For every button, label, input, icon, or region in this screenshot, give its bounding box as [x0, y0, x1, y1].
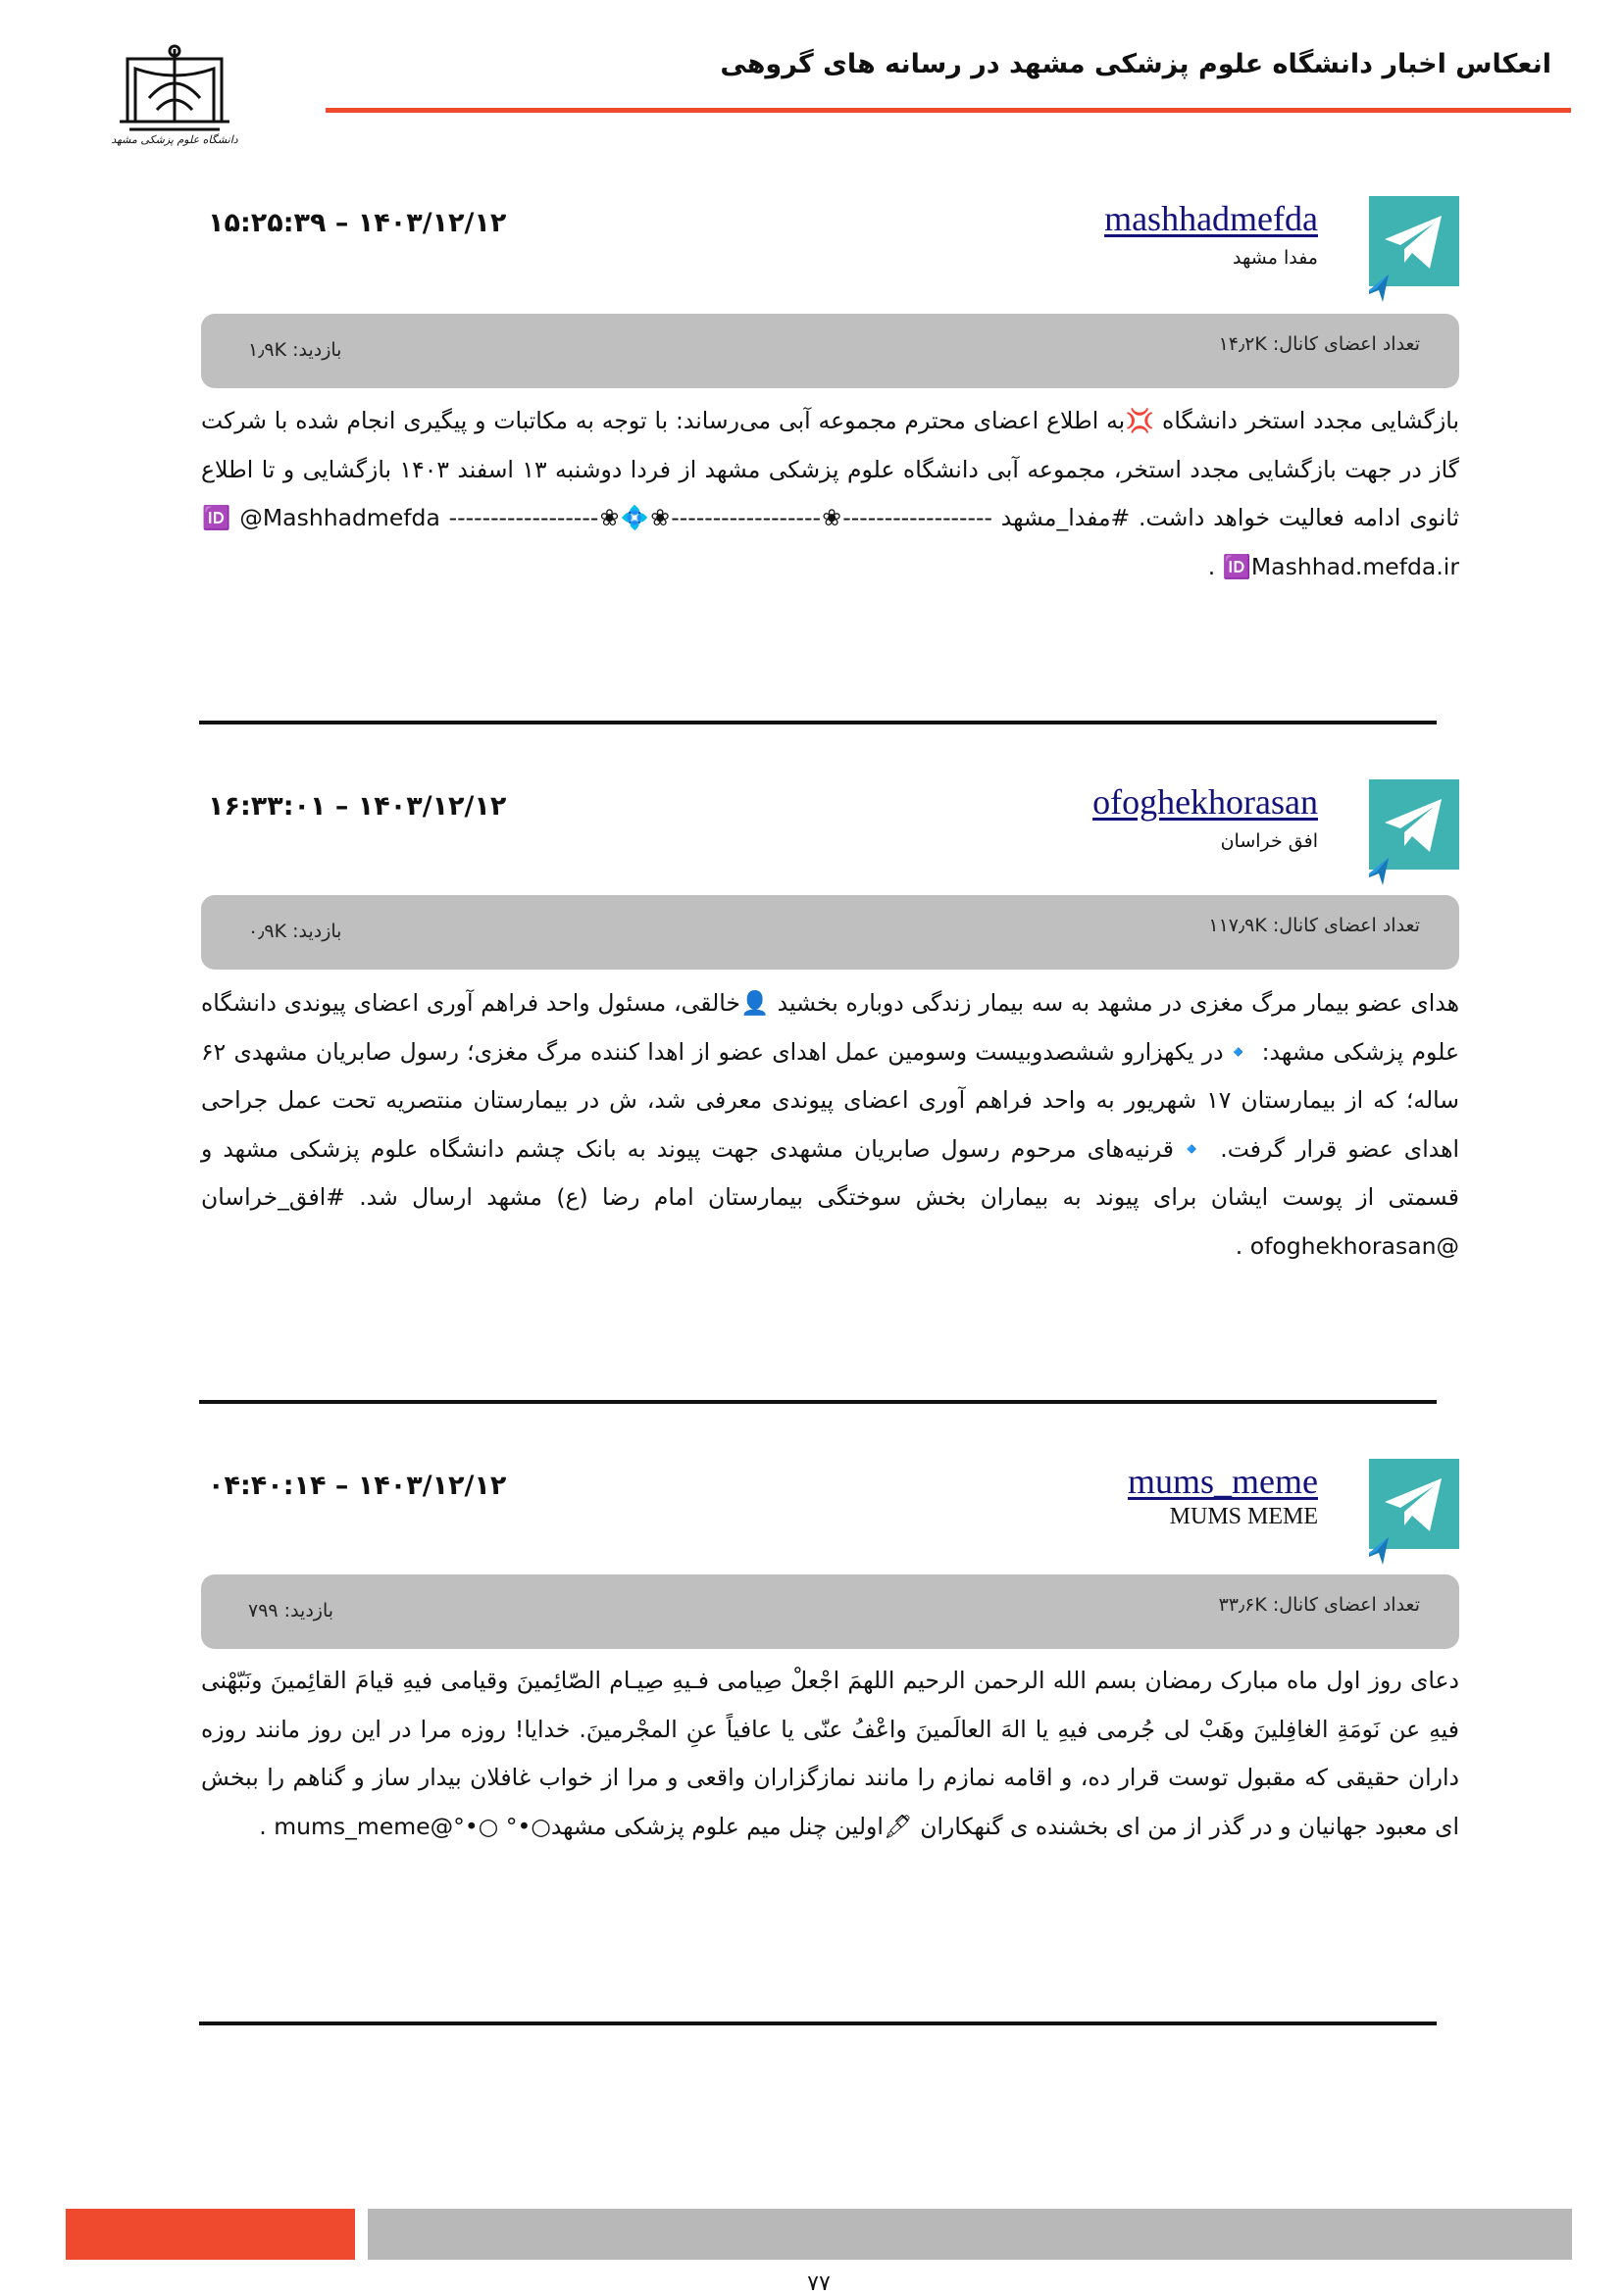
- channel-name: افق خراسان: [1220, 830, 1318, 852]
- members-label: تعداد اعضای کانال:: [1272, 333, 1420, 355]
- channel-username[interactable]: mums_meme: [1128, 1462, 1318, 1501]
- views-value: ۰٫۹K: [248, 921, 287, 942]
- views-count: [248, 1600, 333, 1622]
- channel-username[interactable]: ofoghekhorasan: [1092, 782, 1318, 822]
- stats-bar: [201, 1574, 1459, 1649]
- channel-name: MUMS MEME: [1169, 1504, 1318, 1529]
- footer-bar: [368, 2209, 1572, 2260]
- post-datetime: ۱۴۰۳/۱۲/۱۲ – ۰۴:۴۰:۱۴: [208, 1471, 507, 1501]
- members-count: [1208, 915, 1420, 936]
- post-body: هدای عضو بیمار مرگ مغزی در مشهد به سه بیمار زندگی دوباره بخشید 👤خالقی، مسئول واحد فراهم آوری اعضای پیوندی دانشگاه علوم پزشکی مشهد: 🔹در یکهزارو ششصدوبیست وسومین عمل اهدای عضو از اهدا کننده مرگ مغزی؛ رسول صابریان مشهدی ۶۲ ساله؛ که از بیمارستان ۱۷ شهریور به واحد فراهم آوری اعضای پیوندی معرفی شد، ش در بیمارستان منتصریه تحت عمل جراحی اهدای عضو قرار گرفت. 🔹قرنیه‌های مرحوم رسول صابریان مشهدی جهت پیوند به بانک چشم دانشگاه علوم پزشکی مشهد و قسمتی از پوست ایشان برای پیوند به بیماران بخش سوختگی بیمارستان امام رضا (ع) مشهد ارسال شد. #افق_خراسان @ofoghekhorasan .: [201, 989, 1459, 1260]
- members-value: ۱۴٫۲K: [1218, 333, 1267, 355]
- stats-bar: [201, 314, 1459, 388]
- views-label: بازدید:: [292, 339, 342, 361]
- page-number: ۷۷: [807, 2271, 831, 2296]
- views-label: بازدید:: [283, 1600, 334, 1622]
- members-count: [1219, 333, 1420, 355]
- post-body: دعای روز اول ماه مبارک رمضان بسم الله الرحمن الرحیم اللهمَ اجْعلْ صِیامی فـیهِ صِیـام الصّائِمینَ وقیامی فیهِ قیامَ القائِمینَ ونَبّهْنی فیهِ عن نَومَةِ الغافِلینَ وهَبْ لی جُرمی فیهِ یا الهَ العالَمینَ واعْفُ عنّی یا عافیاً عنِ المجْرمینَ. خدایا! روزه مرا در این روز مانند روزه داران حقیقی که مقبول توست قرار ده، و اقامه نمازم را مانند نمازگزاران واقعی و مرا از خواب غافلان بیدار ساز و گناهم را ببخش ای معبود جهانیان و در گذر از من ای بخشنده ی گنهکاران 🖋اولین چنل میم علوم پزشکی مشهد○•° ○•°@mums_meme .: [201, 1667, 1459, 1840]
- telegram-icon[interactable]: [1369, 196, 1459, 286]
- channel-username[interactable]: mashhadmefda: [1104, 199, 1318, 238]
- members-label: تعداد اعضای کانال:: [1272, 915, 1420, 936]
- views-value: ۷۹۹: [248, 1600, 279, 1622]
- page-title: انعکاس اخبار دانشگاه علوم پزشکی مشهد در رسانه های گروهی: [720, 49, 1551, 79]
- views-label: بازدید:: [292, 921, 342, 942]
- members-count: [1219, 1594, 1420, 1616]
- views-value: ۱٫۹K: [248, 339, 287, 361]
- footer-accent-bar: [66, 2209, 355, 2260]
- stats-bar: [201, 895, 1459, 970]
- telegram-icon[interactable]: [1369, 779, 1459, 870]
- views-count: [248, 339, 341, 361]
- post-separator: [199, 1400, 1437, 1404]
- channel-name: مفدا مشهد: [1233, 247, 1318, 269]
- post-datetime: ۱۴۰۳/۱۲/۱۲ – ۱۶:۳۳:۰۱: [208, 791, 507, 822]
- members-value: ۱۱۷٫۹K: [1208, 915, 1267, 936]
- post-body: بازگشایی مجدد استخر دانشگاه 💢به اطلاع اعضای محترم مجموعه آبی می‌رساند: با توجه به مکاتبات و پیگیری انجام شده با شرکت گاز در جهت بازگشایی مجدد استخر، مجموعه آبی دانشگاه علوم پزشکی مشهد از فردا دوشنبه ۱۳ اسفند ۱۴۰۳ بازگشایی و تا اطلاع ثانوی ادامه فعالیت خواهد داشت. #مفدا_مشهد ------------------❀------------------❀💠❀------------------ 🆔 @Mashhadmefda 🆔Mashhad.mefda.ir .: [201, 407, 1459, 580]
- telegram-icon[interactable]: [1369, 1459, 1459, 1549]
- university-logo-icon: [110, 39, 239, 163]
- post-datetime: ۱۴۰۳/۱۲/۱۲ – ۱۵:۲۵:۳۹: [208, 208, 507, 238]
- post-separator: [199, 721, 1437, 724]
- post-separator: [199, 2021, 1437, 2025]
- members-label: تعداد اعضای کانال:: [1272, 1594, 1420, 1616]
- views-count: [248, 921, 341, 942]
- logo-caption: دانشگاه علوم پزشکی مشهد: [111, 133, 238, 146]
- members-value: ۳۳٫۶K: [1218, 1594, 1267, 1616]
- header-divider: [326, 108, 1571, 113]
